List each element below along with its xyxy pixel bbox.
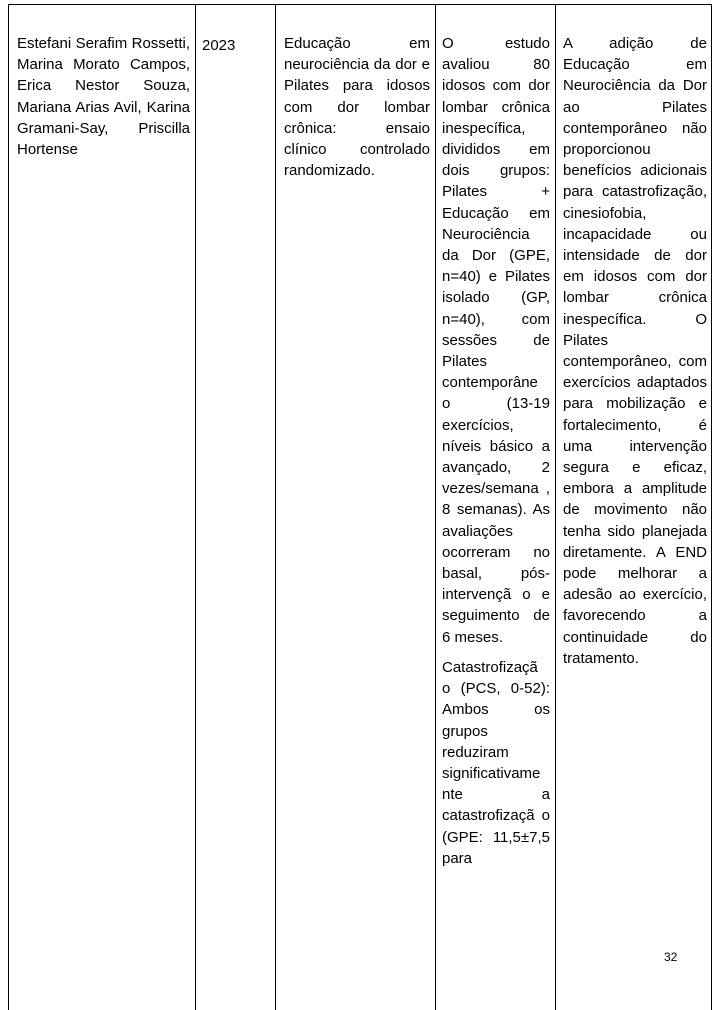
study-table xyxy=(8,4,712,1010)
page-number: 32 xyxy=(664,950,678,964)
title-cell xyxy=(275,5,435,1010)
methods-paragraph-2: Catastrofizaçã o (PCS, 0-52): Ambos os grupos reduziram significativame nte a catastrofizaçã o (GPE: 11,5±7,5 para xyxy=(442,658,550,867)
authors-text: Estefani Serafim Rossetti, Marina Morato Campos, Erica Nestor Souza, Mariana Arias Avil, Karina Gramani-Say, Priscilla Hortense xyxy=(17,35,190,159)
conclusion-text: A adição de Educação em Neurociência da Dor ao Pilates contemporâneo não proporcionou benefícios adicionais para catastrofização, cinesiofobia, incapacidade ou intensidade de dor em idosos com dor lombar crônica inespecífica. O Pilates contemporâneo, com exercícios adaptados para mobilização e fortalecimento, é uma intervenção segura e eficaz, embora a amplitude de movimento não tenha sido planejada diretamente. A END pode melhorar a adesão ao exercício, favorecendo a continuidade do tratamento. xyxy=(563,35,707,667)
conclusion-cell xyxy=(555,5,712,1010)
methods-paragraph-1: O estudo avaliou 80 idosos com dor lombar crônica inespecífica, divididos em dois grupos: Pilates + Educação em Neurociência da Dor (GPE, n=40) e Pilates isolado (GP, n=40), com sessões de Pilates contemporâne o (13-19 exercícios, níveis básico a avançado, 2 vezes/semana , 8 semanas). As avaliações ocorreram no basal, pós-intervençã o e seguimento de 6 meses. xyxy=(442,35,550,646)
year-cell xyxy=(195,5,275,1010)
title-text: Educação em neurociência da dor e Pilates para idosos com dor lombar crônica: ensaio clínico controlado randomizado. xyxy=(284,35,430,180)
year-text: 2023 xyxy=(202,37,236,54)
methods-cell xyxy=(435,5,555,1010)
authors-cell xyxy=(9,5,195,1010)
